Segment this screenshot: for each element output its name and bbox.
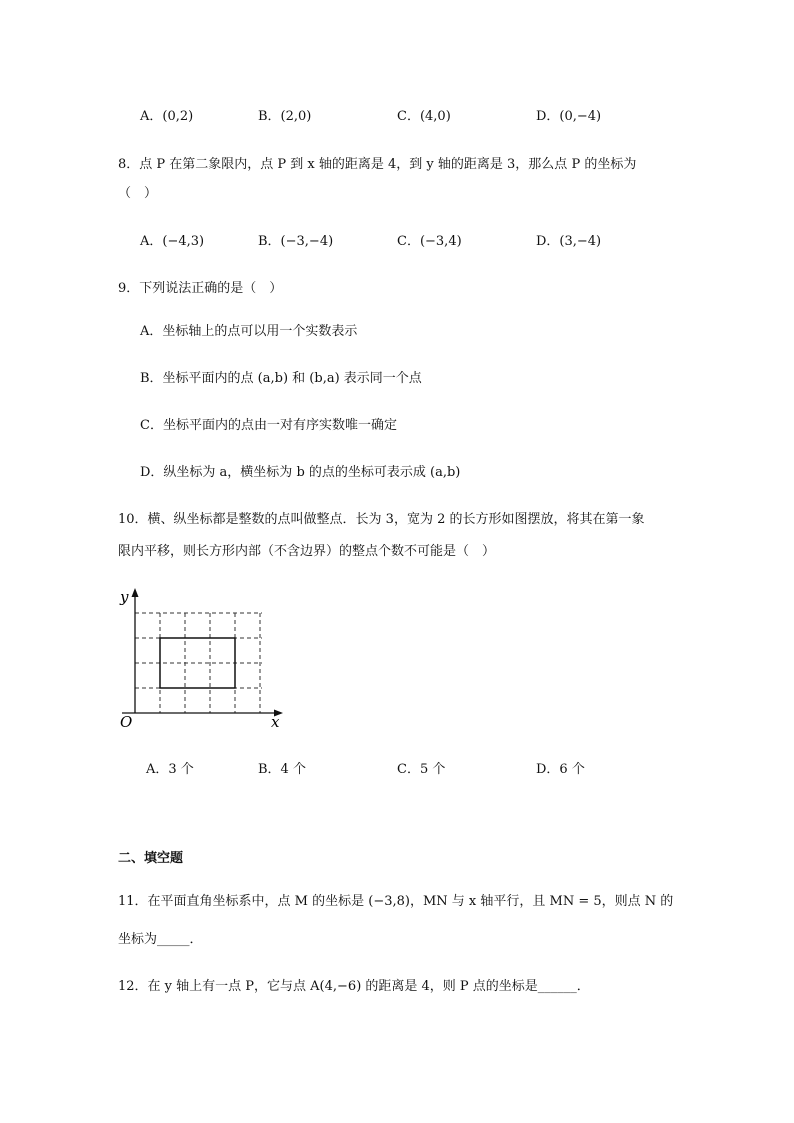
q7-option-a[interactable]: A．(0,2)	[140, 109, 194, 124]
q8-option-a[interactable]: A．(−4,3)	[140, 234, 205, 249]
q11-stem-line1: 11．在平面直角坐标系中，点 M 的坐标是 (−3,8)，MN 与 x 轴平行，且 MN = 5，则点 N 的	[118, 894, 674, 909]
q10-grid-figure	[110, 585, 290, 730]
y-axis-arrow	[132, 588, 139, 597]
q10-option-d[interactable]: D．6 个	[536, 762, 585, 777]
q8-option-b[interactable]: B．(−3,−4)	[258, 234, 334, 249]
q10-option-c[interactable]: C．5 个	[397, 762, 446, 777]
q10-option-b[interactable]: B．4 个	[258, 762, 306, 777]
q10-stem-line2: 限内平移，则长方形内部（不含边界）的整点个数不可能是（ ）	[118, 544, 496, 559]
section-title-fill-in: 二、填空题	[118, 851, 184, 866]
q8-stem-line2: （ ）	[118, 186, 158, 201]
q8-option-c[interactable]: C．(−3,4)	[397, 234, 462, 249]
q9-option-d[interactable]: D．纵坐标为 a，横坐标为 b 的点的坐标可表示成 (a,b)	[140, 465, 461, 480]
q9-option-b[interactable]: B．坐标平面内的点 (a,b) 和 (b,a) 表示同一个点	[140, 371, 422, 386]
q7-option-c[interactable]: C．(4,0)	[397, 109, 451, 124]
origin-label: O	[120, 713, 133, 730]
x-axis-label: x	[271, 713, 280, 730]
q8-option-d[interactable]: D．(3,−4)	[536, 234, 602, 249]
q7-option-b[interactable]: B．(2,0)	[258, 109, 312, 124]
y-axis-label: y	[120, 588, 129, 606]
q9-option-c[interactable]: C．坐标平面内的点由一对有序实数唯一确定	[140, 418, 397, 433]
q10-stem-line1: 10．横、纵坐标都是整数的点叫做整点．长为 3，宽为 2 的长方形如图摆放，将其在第一象	[118, 512, 645, 527]
q10-option-a[interactable]: A．3 个	[146, 762, 194, 777]
q9-option-a[interactable]: A．坐标轴上的点可以用一个实数表示	[140, 324, 358, 339]
q11-stem-line2[interactable]: 坐标为_____．	[118, 932, 203, 947]
q8-stem-line1: 8．点 P 在第二象限内，点 P 到 x 轴的距离是 4，到 y 轴的距离是 3，那么点 P 的坐标为	[118, 157, 637, 172]
q7-option-d[interactable]: D．(0,−4)	[536, 109, 602, 124]
q9-stem: 9．下列说法正确的是（ ）	[118, 281, 283, 296]
q12-stem[interactable]: 12．在 y 轴上有一点 P，它与点 A(4,−6) 的距离是 4，则 P 点的坐标是______．	[118, 979, 590, 994]
